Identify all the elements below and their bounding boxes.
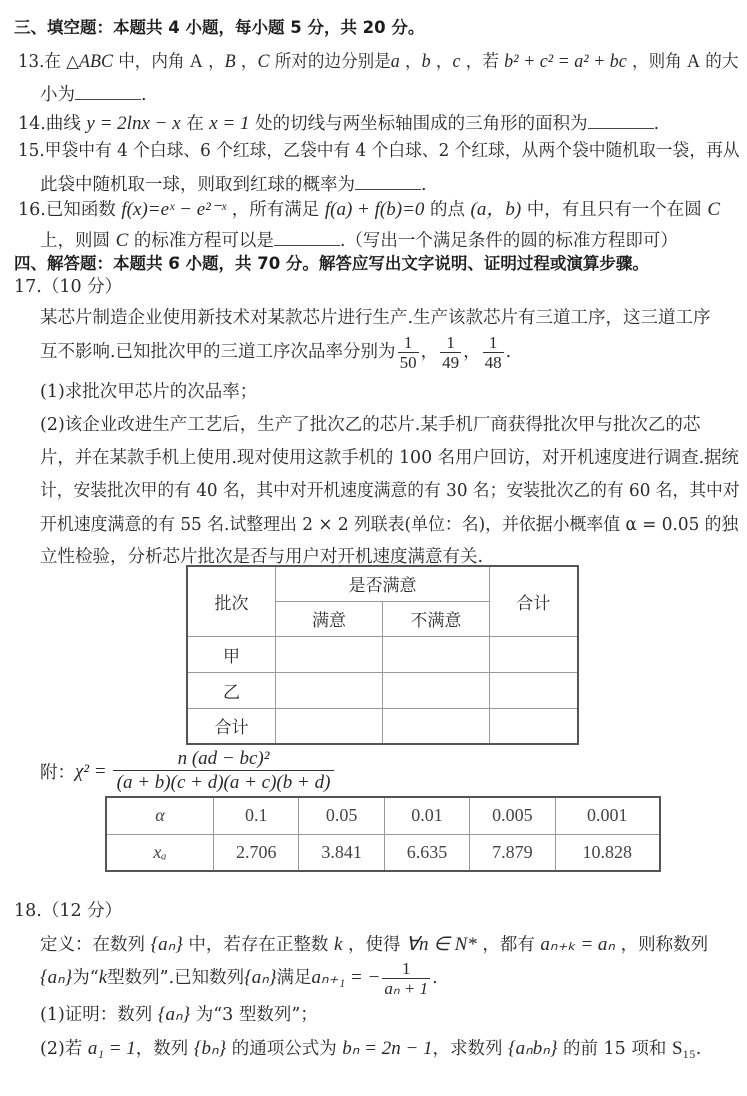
period: .: [653, 114, 660, 134]
table-cell[interactable]: [276, 672, 383, 708]
q18-text: 中，若存在正整数: [182, 935, 334, 955]
side-b: b: [421, 51, 431, 72]
answer-blank[interactable]: [588, 110, 654, 129]
question-14: [18, 110, 659, 135]
section-4-header: 四、解答题：本题共 6 小题，共 70 分。解答应写出文字说明、证明过程或演算步骤。: [14, 254, 649, 273]
numerator: 1: [446, 332, 455, 352]
denominator: 50: [399, 352, 417, 372]
side-a: a: [390, 51, 400, 72]
q18-text: 定义：在数列: [40, 935, 151, 955]
recurrence-lhs: aₙ₊₁ = −: [311, 967, 381, 988]
q14-point: x = 1: [209, 113, 250, 134]
row-label: 甲: [187, 636, 276, 672]
row-label-alpha: α: [106, 797, 214, 834]
emphasized-text: [151, 231, 221, 251]
critical-value: 10.828: [555, 834, 660, 871]
separator: ，: [399, 52, 422, 72]
q17-line: [40, 330, 511, 374]
q16-text: 上，则圆: [40, 231, 116, 251]
table-cell[interactable]: [276, 636, 383, 672]
question-16: [18, 199, 720, 221]
q18-line: [40, 956, 438, 1000]
header-satisfaction: 是否满意: [276, 566, 490, 601]
alpha-value: 0.005: [470, 797, 555, 834]
question-17-title: 17.（10 分）: [14, 277, 123, 297]
q13-text: 中，内角: [112, 52, 190, 72]
formula-lhs: χ² =: [75, 760, 107, 782]
row-label: 合计: [187, 708, 276, 744]
header-batch: 批次: [187, 566, 276, 636]
header-satisfied: 满意: [276, 601, 383, 636]
sum-s15: S₁₅: [671, 1038, 696, 1059]
emph-char: 标: [151, 231, 169, 251]
q17-part-2-line: 片，并在某款手机上使用.现对使用这款手机的 100 名用户回访，对开机速度进行调查.据统: [40, 448, 739, 468]
q16-point: (a，b): [470, 199, 522, 220]
q17-part-2-line: 开机速度满意的有 55 名.试整理出 2 × 2 列联表(单位：名)，并依据小概率值 α = 0.05 的独: [40, 515, 739, 535]
table-cell[interactable]: [276, 708, 383, 744]
q13-equation: b² + c² = a² + bc: [504, 51, 627, 72]
denominator: 49: [442, 352, 460, 372]
critical-value: 3.841: [299, 834, 384, 871]
contingency-table: [186, 565, 579, 745]
q18-text: 为“3 型数列”；: [190, 1005, 318, 1025]
question-number: 16.: [18, 200, 46, 220]
q18-text: 为“: [72, 968, 99, 988]
q13-text: ，若: [460, 52, 505, 72]
q15-text: 甲袋中有 4 个白球、6 个红球，乙袋中有 4 个白球、2 个红球，从两个袋中随机取一袋，再从: [44, 141, 740, 161]
header-total: 合计: [489, 566, 578, 636]
separator: ，: [235, 52, 258, 72]
angle-b: B: [224, 51, 236, 72]
q16-text: 已知函数: [45, 200, 122, 220]
q18-text: 型数列”.已知数列: [107, 968, 245, 988]
forall-condition: ∀n ∈ N*: [406, 934, 477, 955]
q18-part-2: [40, 1038, 701, 1060]
question-15: [18, 140, 740, 162]
circle-c: C: [115, 230, 129, 251]
q18-part-1: [40, 1004, 318, 1026]
table-cell[interactable]: [382, 708, 489, 744]
q17-part-2-line: 立性检验，分析芯片批次是否与用户对开机速度满意有关.: [40, 547, 484, 567]
critical-value-table: [105, 796, 661, 872]
question-number: 15.: [18, 141, 45, 161]
table-row: [187, 636, 578, 672]
numerator: 1: [401, 958, 411, 978]
q16-condition: f(a) + f(b)=0: [324, 199, 425, 220]
separator: ，: [463, 342, 481, 362]
critical-value: 6.635: [384, 834, 469, 871]
denominator: (a + b)(c + d)(a + c)(b + d): [113, 770, 335, 795]
q14-text: 在: [180, 114, 210, 134]
period: .: [505, 342, 512, 362]
separator: ，: [430, 52, 453, 72]
table-cell[interactable]: [382, 672, 489, 708]
table-row: [187, 708, 578, 744]
q16-text: .（写出一个满足条件的圆的标准方程即可）: [339, 231, 678, 251]
q16-text: ，所有满足: [226, 200, 325, 220]
period: .: [421, 175, 427, 195]
numerator: 1: [403, 332, 413, 352]
fraction: [398, 333, 419, 372]
q17-text: 互不影响.已知批次甲的三道工序次品率分别为: [40, 342, 396, 362]
sequence-a: {aₙ}: [150, 934, 183, 955]
q18-text: ，使得: [342, 935, 407, 955]
var-k: k: [333, 934, 343, 955]
q18-text: ，求数列: [432, 1039, 509, 1059]
initial-condition: a₁ = 1: [87, 1038, 136, 1059]
q17-line: 某芯片制造企业使用新技术对某款芯片进行生产.生产该款芯片有三道工序，这三道工序: [40, 308, 711, 328]
sequence-a: {aₙ}: [244, 967, 277, 988]
table-cell[interactable]: [489, 672, 578, 708]
general-term: bₙ = 2n − 1: [342, 1038, 433, 1059]
answer-blank[interactable]: [355, 171, 421, 190]
triangle-label: ABC: [78, 51, 113, 72]
table-cell[interactable]: [489, 636, 578, 672]
numerator: 1: [488, 332, 498, 352]
answer-blank[interactable]: [75, 81, 141, 100]
section-3-header: 三、填空题：本题共 4 小题，每小题 5 分，共 20 分。: [14, 18, 425, 37]
q14-text: 曲线: [45, 114, 87, 134]
critical-value: 7.879: [470, 834, 555, 871]
sequence-ab: {aₙbₙ}: [508, 1038, 558, 1059]
question-13: [18, 51, 738, 73]
header-unsatisfied: 不满意: [382, 601, 489, 636]
alpha-value: 0.01: [384, 797, 469, 834]
separator: ，: [420, 342, 439, 362]
formula-prefix: 附：: [40, 763, 75, 783]
denominator: aₙ + 1: [384, 978, 429, 998]
table-row: [106, 834, 660, 871]
separator: ，: [202, 52, 225, 72]
period: .: [695, 1039, 702, 1059]
table-row: [187, 672, 578, 708]
table-row: [106, 797, 660, 834]
q14-curve: y = 2lnx − x: [86, 113, 181, 134]
q14-text: 处的切线与两坐标轴围成的三角形的面积为: [249, 114, 588, 134]
question-number: 13.: [18, 52, 45, 72]
q16-text: 的点: [424, 200, 471, 220]
q18-text: 的前 15 项和: [557, 1039, 672, 1059]
q13-text: 的大: [700, 52, 739, 72]
fraction: [440, 333, 461, 372]
q18-text: 的通项公式为: [226, 1039, 343, 1059]
sequence-a: {aₙ}: [157, 1004, 191, 1025]
numerator: n (ad − bc)²: [177, 748, 270, 769]
question-18-title: 18.（12 分）: [14, 901, 123, 921]
q18-text: ，都有: [476, 935, 541, 955]
q13-text: ，则角: [626, 52, 688, 72]
formula-fraction: [113, 748, 335, 795]
question-13-cont: [40, 81, 147, 106]
chi-square-formula: [40, 748, 334, 795]
period-equation: aₙ₊ₖ = aₙ: [540, 934, 616, 955]
var-k: k: [98, 967, 108, 988]
period: .: [432, 968, 438, 988]
q17-part-2-line: 计，安装批次甲的有 40 名，其中对开机速度满意的有 30 名；安装批次乙的有 60 名，其中对: [40, 481, 740, 501]
q16-text: 中，有且只有一个在圆: [521, 200, 708, 220]
table-cell[interactable]: [489, 708, 578, 744]
side-c: c: [452, 51, 461, 72]
q18-text: ，数列: [135, 1039, 194, 1059]
q15-text: 此袋中随机取一球，则取到红球的概率为: [40, 175, 355, 195]
alpha-value: 0.1: [214, 797, 299, 834]
q13-text: 在 △: [44, 52, 79, 72]
sequence-b: {bₙ}: [193, 1038, 227, 1059]
emph-char: 准: [168, 231, 187, 251]
period: .: [141, 85, 147, 105]
emph-char: 方: [186, 231, 204, 251]
q17-part-2-line: (2)该企业改进生产工艺后，生产了批次乙的芯片.某手机厂商获得批次甲与批次乙的芯: [40, 415, 701, 435]
q18-text: ，则称数列: [615, 935, 709, 955]
fraction: [483, 333, 504, 372]
q18-line: [40, 934, 708, 956]
q13-text: 小为: [40, 85, 75, 105]
q18-text: 满足: [276, 968, 312, 988]
answer-blank[interactable]: [274, 227, 340, 246]
emph-char: 程: [203, 231, 222, 251]
recurrence-fraction: [382, 959, 430, 998]
q16-function: f(x)=eˣ − e²⁻ˣ: [121, 199, 227, 220]
row-label-x: xₐ: [106, 834, 214, 871]
question-15-cont: [40, 171, 427, 196]
denominator: 48: [484, 352, 502, 372]
q16-text: 可以是: [221, 231, 274, 251]
q17-part-1: (1)求批次甲芯片的次品率；: [40, 382, 258, 402]
circle-c: C: [707, 199, 720, 220]
q16-text: 的: [128, 231, 152, 251]
critical-value: 2.706: [214, 834, 299, 871]
sequence-a: {aₙ}: [40, 967, 73, 988]
question-16-cont: [40, 227, 678, 252]
alpha-value: 0.05: [299, 797, 384, 834]
row-label: 乙: [187, 672, 276, 708]
angle-a: A: [189, 51, 203, 72]
q18-text: (2)若: [40, 1039, 88, 1059]
q13-text: 所对的边分别是: [269, 52, 391, 72]
question-number: 14.: [18, 114, 46, 134]
angle-c: C: [257, 51, 270, 72]
angle-a: A: [687, 51, 701, 72]
alpha-value: 0.001: [555, 797, 660, 834]
table-cell[interactable]: [382, 636, 489, 672]
q18-text: (1)证明：数列: [40, 1005, 158, 1025]
